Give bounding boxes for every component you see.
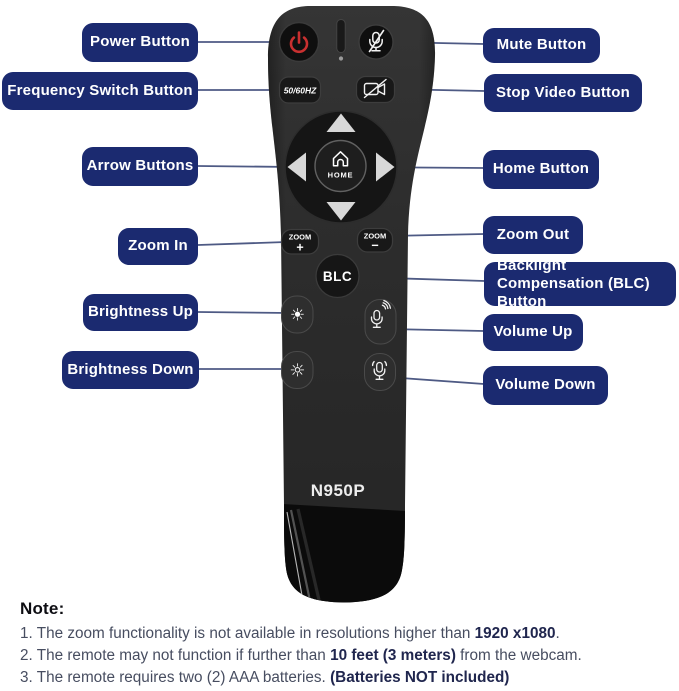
callout-zoom-in	[118, 228, 198, 265]
zoom-out-label: ZOOM	[363, 231, 387, 241]
power-button	[280, 23, 319, 62]
blc-button	[316, 255, 359, 298]
callout-zoom-out	[483, 216, 583, 254]
callout-label: Power Button	[90, 33, 190, 51]
callout-label: Brightness Up	[87, 303, 194, 321]
blc-button-label: BLC	[322, 269, 353, 284]
indicator-dot	[339, 56, 343, 60]
callout-frequency-switch-button	[2, 72, 198, 110]
callout-volume-down	[483, 366, 608, 405]
callout-line-brightness-up	[198, 312, 290, 313]
volume-down-button	[365, 354, 396, 391]
note-heading: Note:	[20, 599, 65, 618]
callout-line-zoom-in	[198, 242, 286, 245]
callout-power-button	[82, 23, 198, 62]
brightness-up-button	[282, 296, 314, 333]
brightness-up-sun-icon: ☀	[289, 305, 306, 326]
note-item-2: 2. The remote may not function if further than 10 feet (3 meters) from the webcam.	[20, 647, 582, 664]
home-button-label: HOME	[327, 170, 354, 180]
mute-button	[359, 25, 393, 59]
brightness-down-sun-icon: ☼	[289, 360, 306, 382]
callout-brightness-down	[62, 351, 199, 389]
callout-label: Zoom Out	[496, 225, 570, 243]
callout-label: Home Button	[492, 160, 590, 178]
callout-label: Zoom In	[128, 237, 188, 255]
brightness-down-button	[282, 352, 314, 389]
callout-arrow-buttons	[82, 147, 198, 186]
zoom-in-button	[282, 230, 319, 255]
model-label: N950P	[310, 481, 366, 500]
frequency-switch-button	[280, 77, 321, 103]
note-item-3: 3. The remote requires two (2) AAA batteries. (Batteries NOT included)	[20, 669, 510, 686]
callout-label: Frequency Switch Button	[7, 81, 193, 99]
callout-home-button	[483, 150, 599, 189]
zoom-in-sign: +	[296, 240, 304, 255]
zoom-out-sign: −	[371, 238, 379, 253]
callout-volume-up	[483, 314, 583, 351]
dpad	[285, 111, 397, 223]
callout-backlight-compensation-button	[484, 256, 676, 311]
callout-label: Volume Down	[495, 376, 596, 394]
callout-mute-button	[483, 28, 600, 63]
frequency-button-label: 50/60HZ	[283, 85, 317, 96]
note-item-1: 1. The zoom functionality is not available in resolutions higher than 1920 x1080.	[20, 625, 560, 642]
callout-label: Arrow Buttons	[86, 157, 194, 175]
callout-stop-video-button	[484, 74, 642, 112]
callout-label: Mute Button	[496, 36, 587, 54]
note-section	[20, 599, 675, 689]
callout-brightness-up	[83, 294, 198, 331]
callout-label: Volume Up	[493, 323, 573, 341]
stop-video-button	[357, 77, 395, 103]
zoom-out-button	[358, 229, 393, 253]
callout-label: Backlight Compensation (BLC) Button	[497, 256, 650, 311]
home-button	[315, 141, 366, 192]
volume-up-button	[365, 300, 396, 345]
callout-label: Stop Video Button	[496, 83, 630, 101]
battery-cover	[282, 504, 406, 604]
zoom-in-label: ZOOM	[288, 232, 312, 242]
callout-label: Brightness Down	[67, 360, 194, 378]
